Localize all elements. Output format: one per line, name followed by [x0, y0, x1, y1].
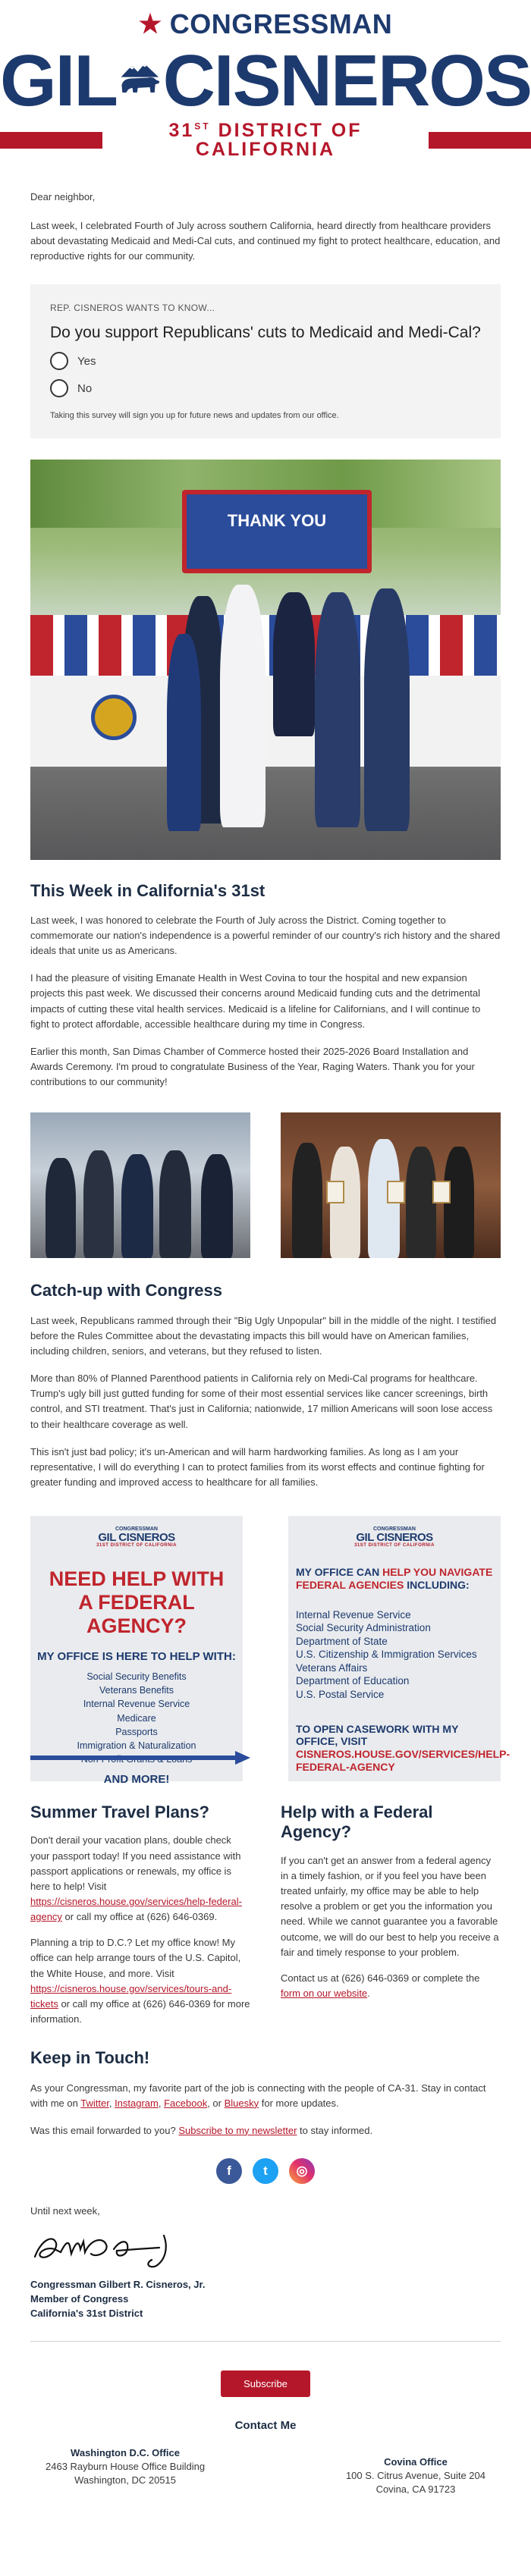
flyer-navigate-agencies: [288, 1516, 511, 1781]
section-title-keep-in-touch: Keep in Touch!: [30, 2048, 150, 2068]
federal-paragraph: If you can't get an answer from a federal agency in a timely fashion, or if you feel you have been treated unfairly, my office may be able to help resolve a problem or get you the information you need. While we cannot guarantee you a favorable outcome, we will do our best to help you receive a fair and timely response to your problem.: [281, 1854, 499, 1958]
section-title-travel: Summer Travel Plans?: [30, 1803, 209, 1822]
survey-box: [30, 284, 501, 438]
week-paragraph: Earlier this month, San Dimas Chamber of Commerce hosted their 2025-2026 Board Installation and Awards Ceremony. I'm proud to congratulate Business of the Year, Raging Waters. Thank you for your contributions to our community!: [30, 1045, 475, 1088]
photo-hospital-visit: [30, 1112, 250, 1258]
flyer-list-item: U.S. Postal Service: [296, 1688, 385, 1700]
two-column-section: [30, 1803, 501, 2027]
person-figure: [273, 592, 315, 736]
survey-option-yes[interactable]: [50, 352, 481, 370]
header-logo: [0, 0, 531, 159]
forward-paragraph: Was this email forwarded to you? Subscribe to my newsletter to stay informed.: [30, 2124, 373, 2136]
red-stripe-left: [0, 132, 102, 149]
person-figure: [315, 592, 360, 827]
travel-paragraph: Planning a trip to D.C.? Let my office know! My office can help arrange tours of the U.S. Capitol, the White House, and more. Visit https://cisneros.house.gov/services/tours-and-tickets or call my office at (626) 646-0369 for more information.: [30, 1937, 250, 2025]
facebook-link[interactable]: Facebook: [164, 2097, 208, 2109]
closing-line: Until next week,: [30, 2204, 100, 2217]
hero-photo-parade: [30, 460, 501, 860]
tours-and-tickets-link[interactable]: https://cisneros.house.gov/services/tours-and-tickets: [30, 1982, 232, 2010]
congress-paragraph: More than 80% of Planned Parenthood patients in California rely on Medi-Cal programs for healthcare. Trump's ugly bill just gutted funding for some of their most essential services like cancer screenings, birth control, and STI treatment. That's just in California; nationwide, 17 million Americans will soon lose access to their healthcare coverage as well.: [30, 1373, 493, 1430]
office-title: Covina Office: [384, 2456, 448, 2468]
week-paragraph: Last week, I was honored to celebrate the Fourth of July across the District. Coming together to commemorate our nation's independence is a powerful reminder of our country's rich history and the shared ideals that unite us as Americans.: [30, 914, 501, 957]
flyer-logo-name: GIL CISNEROS 31ST DISTRICT OF CALIFORNIA: [296, 1532, 493, 1548]
signer-name: Congressman Gilbert R. Cisneros, Jr.: [30, 2279, 206, 2291]
flyer-list-item: Passports: [115, 1726, 158, 1737]
survey-question: Do you support Republicans' cuts to Medicaid and Medi-Cal?: [50, 324, 481, 342]
subscribe-newsletter-link[interactable]: Subscribe to my newsletter: [178, 2124, 297, 2136]
twitter-icon[interactable]: t: [253, 2158, 278, 2184]
person-figure: [364, 588, 410, 831]
photo-pair: [30, 1112, 501, 1258]
flyer-list-item: Internal Revenue Service: [83, 1699, 190, 1710]
touch-paragraph: As your Congressman, my favorite part of the job is connecting with the people of CA-31. Stay in contact with me on Twitter, Instagram, Facebook, or Bluesky for more updates.: [30, 2082, 486, 2109]
signer-role: Member of Congress: [30, 2293, 129, 2305]
congress-paragraph: Last week, Republicans rammed through their "Big Ugly Unpopular" bill in the middle of the night. I testified before the Rules Committee about the devastating impacts this bill would have on American families, including children, seniors, and veterans, but they refused to listen.: [30, 1314, 497, 1357]
survey-kicker: REP. CISNEROS WANTS TO KNOW...: [50, 302, 215, 313]
logo-name-right: CISNEROS: [162, 39, 531, 121]
office-title: Washington D.C. Office: [71, 2447, 181, 2459]
survey-option-label: Yes: [77, 354, 96, 368]
help-federal-agency-link[interactable]: https://cisneros.house.gov/services/help-federal-agency: [30, 1896, 242, 1923]
subscribe-button[interactable]: Subscribe: [221, 2370, 310, 2397]
flyer-logo-top: CONGRESSMAN: [115, 1526, 158, 1533]
flyer-list-item: Immigration & Naturalization: [77, 1740, 196, 1751]
star-icon: ★: [138, 10, 162, 39]
district-text: DISTRICT OF CALIFORNIA: [195, 120, 363, 160]
flyer-logo-sub: 31ST DISTRICT OF CALIFORNIA: [354, 1543, 435, 1548]
survey-option-label: No: [77, 381, 93, 395]
flyer-headline: A FEDERAL AGENCY?: [78, 1591, 195, 1638]
office-line: Washington, DC 20515: [74, 2474, 176, 2487]
flyer-list-item: Department of Education: [296, 1675, 410, 1687]
photo-awards-ceremony: [281, 1112, 501, 1258]
person-figure: [167, 634, 201, 831]
federal-column: [281, 1803, 501, 2027]
survey-note: Taking this survey will sign you up for future news and updates from our office.: [50, 411, 339, 421]
flyer-subheading: MY OFFICE IS HERE TO HELP WITH:: [37, 1650, 236, 1664]
twitter-link[interactable]: Twitter: [80, 2097, 109, 2109]
intro-paragraph: Last week, I celebrated Fourth of July across southern California, heard directly from healthcare providers about devastating Medicaid and Medi-Cal cuts, and continued my fight to protect healthcare, education, and reproductive rights for our community.: [30, 220, 501, 262]
red-stripe-right: [429, 132, 531, 149]
signer-district: California's 31st District: [30, 2307, 143, 2319]
social-icons: [0, 2158, 531, 2184]
office-line: 2463 Rayburn House Office Building: [46, 2461, 206, 2473]
radio-button[interactable]: [50, 379, 68, 397]
instagram-icon[interactable]: ◎: [289, 2158, 315, 2184]
office-addresses: [46, 2446, 485, 2497]
flyer-list-item: Veterans Affairs: [296, 1661, 368, 1674]
covina-office: [346, 2446, 485, 2497]
person-figure: [220, 585, 266, 827]
flyer-list-item: Social Security Administration: [296, 1622, 431, 1634]
travel-paragraph: Don't derail your vacation plans, double check your passport today! If you need assistance with passport applications or renewals, my office is here to help! Visit https://cisneros.house.gov/services/help-federal-agency or call my office at (626) 646-0369.: [30, 1834, 242, 1923]
flyer-list-item: Veterans Benefits: [99, 1685, 174, 1696]
contact-title: Contact Me: [234, 2418, 297, 2432]
flyer-headline: MY OFFICE CAN HELP YOU NAVIGATE FEDERAL AGENCIES INCLUDING:: [296, 1566, 493, 1591]
district-suffix: ST: [194, 121, 211, 132]
instagram-link[interactable]: Instagram: [115, 2097, 159, 2109]
logo-congressman-text: CONGRESSMAN: [169, 8, 393, 39]
flyer-logo-name: GIL CISNEROS 31ST DISTRICT OF CALIFORNIA: [30, 1532, 243, 1548]
greeting: Dear neighbor,: [30, 191, 96, 202]
section-title-this-week: This Week in California's 31st: [30, 880, 266, 900]
flyer-and-more: AND MORE!: [103, 1773, 170, 1787]
flyer-pair: [30, 1516, 511, 1787]
flyer-logo-top: CONGRESSMAN: [372, 1526, 416, 1533]
travel-column: [30, 1803, 250, 2027]
flyer-list-item: Internal Revenue Service: [296, 1608, 411, 1621]
dc-office: [46, 2446, 205, 2497]
arrow-right-icon: [30, 1751, 250, 1765]
signature-image: [30, 2226, 182, 2270]
district-banner: [0, 121, 531, 159]
logo-name-left: GIL: [0, 39, 117, 121]
section-title-congress: Catch-up with Congress: [30, 1281, 223, 1301]
rotary-emblem-icon: [91, 695, 137, 740]
website-form-link[interactable]: form on our website: [281, 1988, 368, 1999]
banner-text: THANK YOU: [227, 510, 327, 530]
district-number: 31: [168, 120, 195, 141]
bluesky-link[interactable]: Bluesky: [224, 2097, 259, 2109]
flyer-need-help: [30, 1516, 243, 1787]
section-title-federal: Help with a Federal Agency?: [281, 1803, 433, 1842]
flyer-list-item: Department of State: [296, 1635, 388, 1647]
survey-option-no[interactable]: [50, 379, 481, 397]
radio-button[interactable]: [50, 352, 68, 370]
federal-paragraph: Contact us at (626) 646-0369 or complete the form on our website.: [281, 1972, 480, 1999]
flyer-footer: TO OPEN CASEWORK WITH MY OFFICE, VISIT CISNEROS.HOUSE.GOV/SERVICES/HELP-FEDERAL-AGENCY: [296, 1722, 511, 1773]
thank-you-banner: [182, 490, 372, 573]
congress-paragraph: This isn't just bad policy; it's un-American and will harm hardworking families. As long as I am your representative, I will do everything I can to protect families from its worst effects and continue fighting for greater funding and improved access to healthcare for all families.: [30, 1445, 485, 1488]
flyer-agency-list: [296, 1608, 493, 1702]
office-line: Covina, CA 91723: [375, 2483, 456, 2496]
bunting: [30, 615, 501, 676]
flyer-list-item: Medicare: [117, 1712, 156, 1724]
flyer-headline: NEED HELP WITH: [49, 1567, 225, 1591]
office-line: 100 S. Citrus Avenue, Suite 204: [345, 2470, 485, 2482]
flyer-logo-sub: 31ST DISTRICT OF CALIFORNIA: [96, 1543, 177, 1548]
flyer-list-item: Social Security Benefits: [86, 1671, 187, 1683]
week-paragraph: I had the pleasure of visiting Emanate Health in West Covina to tour the hospital and new expansion projects this past week. We discussed their concerns around Medicaid funding cuts and the detrimental impacts of cutting these vital health services. Medicaid is a lifeline for Californians, and I will continue to fight to protect affordable, accessible healthcare during my time in Congress.: [30, 972, 481, 1030]
facebook-icon[interactable]: f: [216, 2158, 242, 2184]
flyer-list-item: U.S. Citizenship & Immigration Services: [296, 1649, 477, 1661]
sign-off: [0, 2204, 531, 2321]
mountain-bear-icon: [118, 41, 162, 115]
divider: [30, 2341, 501, 2342]
